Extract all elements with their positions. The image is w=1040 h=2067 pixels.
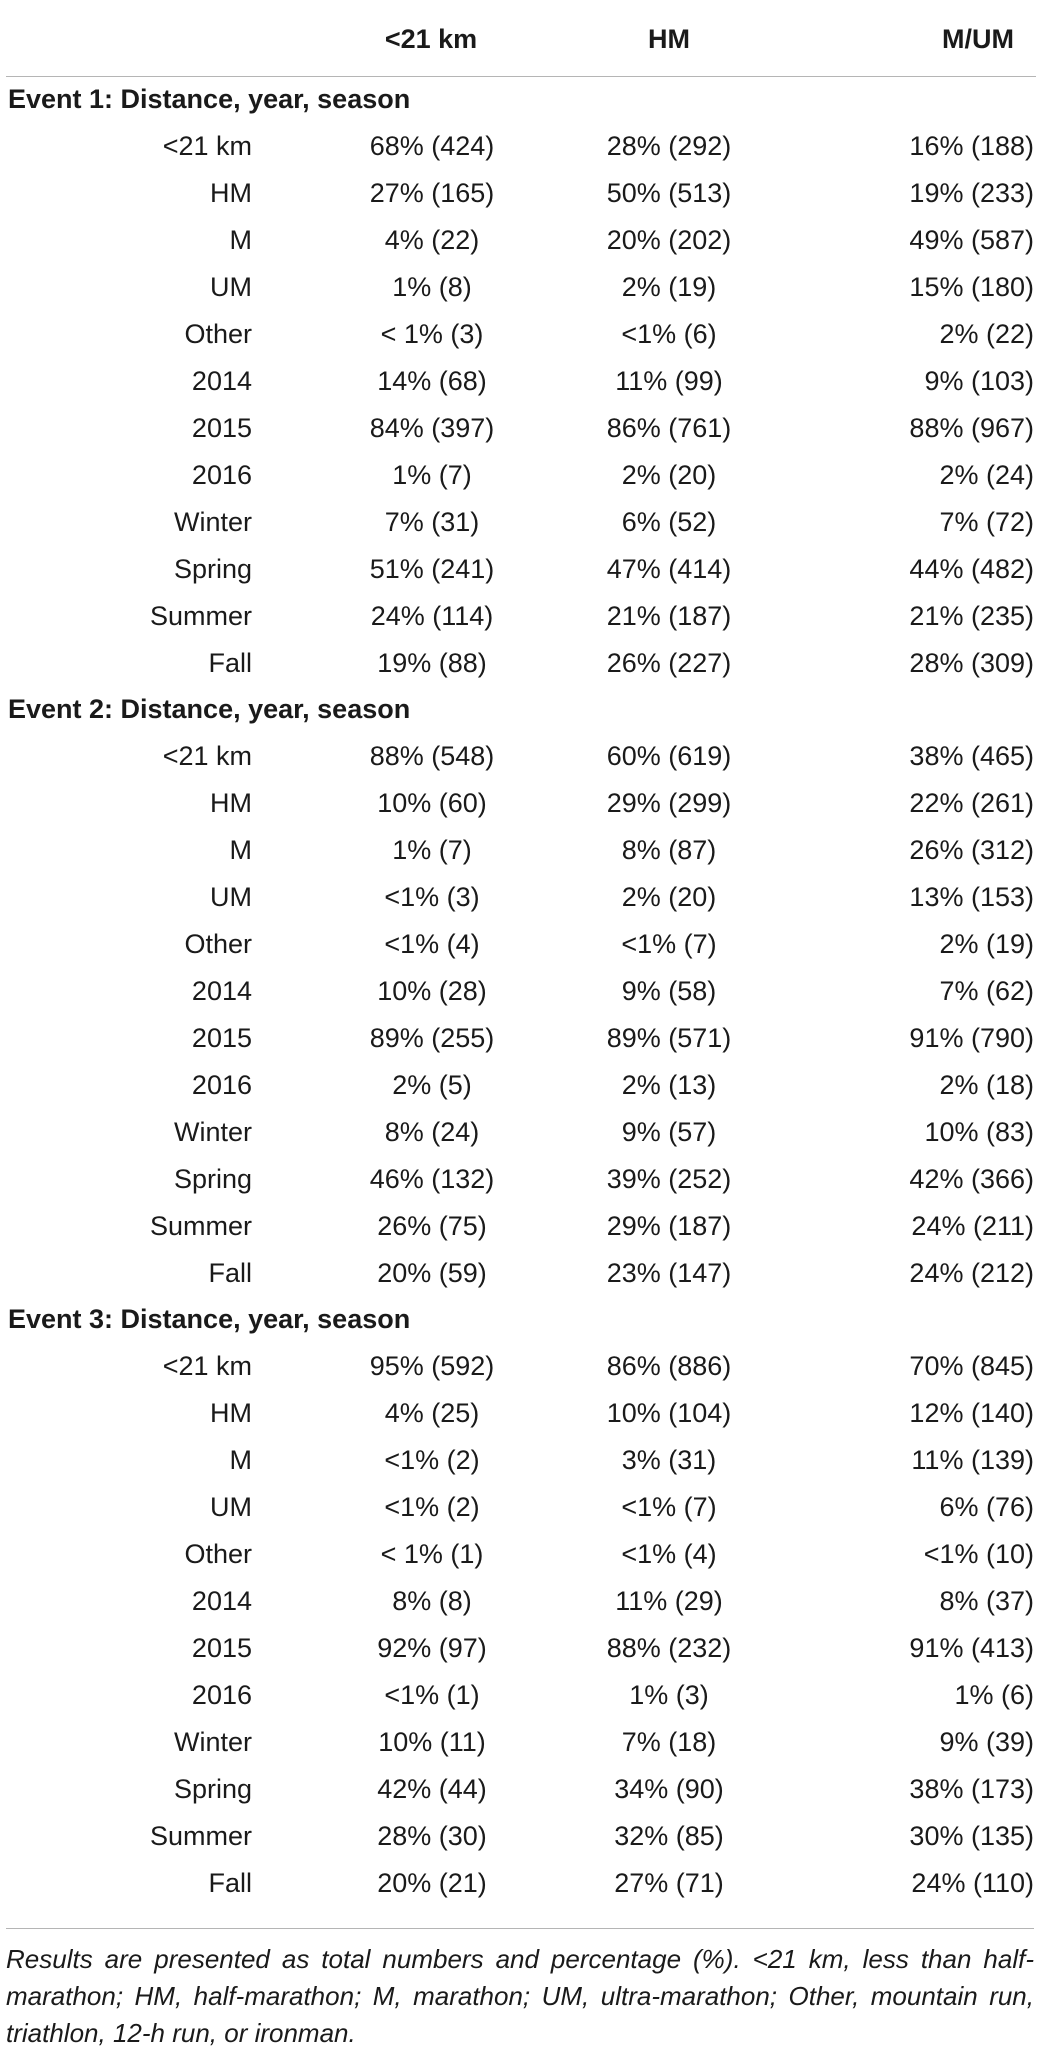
value-hm: 20% (202) bbox=[606, 224, 732, 255]
value-under-21km: 4% (22) bbox=[384, 224, 480, 255]
value-hm: 29% (299) bbox=[606, 787, 732, 818]
value-under-21km: < 1% (3) bbox=[380, 318, 484, 349]
value-hm: 26% (227) bbox=[606, 647, 732, 678]
row-label: 2015 bbox=[191, 1022, 252, 1053]
table-body bbox=[6, 76, 1036, 1907]
table-row bbox=[6, 264, 1036, 311]
value-m-um: 6% (76) bbox=[939, 1491, 1034, 1522]
value-m-um: 16% (188) bbox=[909, 130, 1034, 161]
value-m-um: 12% (140) bbox=[909, 1397, 1034, 1428]
value-hm: 21% (187) bbox=[606, 600, 732, 631]
value-hm: 2% (13) bbox=[621, 1069, 717, 1100]
value-hm: 1% (3) bbox=[629, 1679, 709, 1710]
value-hm: 9% (57) bbox=[621, 1116, 717, 1147]
value-under-21km: 95% (592) bbox=[369, 1350, 495, 1381]
value-under-21km: 1% (7) bbox=[392, 834, 472, 865]
row-label: Summer bbox=[149, 1820, 252, 1851]
row-label: 2014 bbox=[191, 1585, 252, 1616]
table-row bbox=[6, 1531, 1036, 1578]
value-under-21km: 10% (28) bbox=[377, 975, 487, 1006]
value-hm: 2% (20) bbox=[621, 459, 717, 490]
value-m-um: 13% (153) bbox=[909, 881, 1034, 912]
value-under-21km: 8% (8) bbox=[392, 1585, 472, 1616]
header-blank bbox=[6, 4, 264, 76]
value-hm: 28% (292) bbox=[606, 130, 732, 161]
value-hm: 6% (52) bbox=[621, 506, 717, 537]
section-header-row bbox=[6, 76, 1036, 123]
value-m-um: 44% (482) bbox=[909, 553, 1034, 584]
value-hm: <1% (6) bbox=[621, 318, 717, 349]
table-row bbox=[6, 1062, 1036, 1109]
value-under-21km: 68% (424) bbox=[369, 130, 495, 161]
value-m-um: 91% (790) bbox=[909, 1022, 1034, 1053]
row-label: UM bbox=[210, 881, 252, 912]
table-row bbox=[6, 1860, 1036, 1907]
value-under-21km: 84% (397) bbox=[369, 412, 495, 443]
value-m-um: 49% (587) bbox=[909, 224, 1034, 255]
value-hm: 47% (414) bbox=[606, 553, 732, 584]
value-m-um: 2% (22) bbox=[939, 318, 1034, 349]
value-m-um: 38% (465) bbox=[909, 740, 1034, 771]
value-m-um: 8% (37) bbox=[939, 1585, 1034, 1616]
value-under-21km: 28% (30) bbox=[377, 1820, 487, 1851]
value-m-um: 26% (312) bbox=[909, 834, 1034, 865]
table-row bbox=[6, 921, 1036, 968]
value-m-um: 9% (39) bbox=[939, 1726, 1034, 1757]
table-row bbox=[6, 1109, 1036, 1156]
row-label: M bbox=[229, 1444, 252, 1475]
value-hm: 39% (252) bbox=[606, 1163, 732, 1194]
row-label: 2016 bbox=[191, 1679, 252, 1710]
value-hm: <1% (7) bbox=[621, 1491, 717, 1522]
value-under-21km: 26% (75) bbox=[377, 1210, 487, 1241]
row-label: 2015 bbox=[191, 412, 252, 443]
value-m-um: 2% (18) bbox=[939, 1069, 1034, 1100]
value-under-21km: <1% (4) bbox=[384, 928, 480, 959]
table-row bbox=[6, 123, 1036, 170]
value-m-um: 70% (845) bbox=[909, 1350, 1034, 1381]
value-under-21km: 10% (11) bbox=[378, 1726, 486, 1757]
value-hm: 7% (18) bbox=[621, 1726, 717, 1757]
table-row bbox=[6, 546, 1036, 593]
value-hm: 9% (58) bbox=[621, 975, 717, 1006]
row-label: Fall bbox=[208, 1867, 252, 1898]
value-hm: <1% (7) bbox=[621, 928, 717, 959]
table-row bbox=[6, 733, 1036, 780]
row-label: 2015 bbox=[191, 1632, 252, 1663]
value-under-21km: 7% (31) bbox=[384, 506, 480, 537]
value-under-21km: 27% (165) bbox=[369, 177, 495, 208]
value-m-um: 38% (173) bbox=[909, 1773, 1034, 1804]
table-row bbox=[6, 1015, 1036, 1062]
value-hm: 86% (886) bbox=[606, 1350, 732, 1381]
row-label: Spring bbox=[173, 553, 252, 584]
value-under-21km: <1% (3) bbox=[384, 881, 480, 912]
row-label: Winter bbox=[173, 506, 252, 537]
table-row bbox=[6, 1625, 1036, 1672]
value-under-21km: 14% (68) bbox=[377, 365, 487, 396]
section-title: Event 1: Distance, year, season bbox=[8, 84, 411, 114]
value-m-um: 9% (103) bbox=[924, 365, 1034, 396]
row-label: Spring bbox=[173, 1163, 252, 1194]
value-hm: 89% (571) bbox=[606, 1022, 732, 1053]
value-under-21km: 89% (255) bbox=[369, 1022, 495, 1053]
table-row bbox=[6, 1484, 1036, 1531]
value-under-21km: 1% (7) bbox=[392, 459, 472, 490]
table-row bbox=[6, 311, 1036, 358]
value-m-um: 24% (212) bbox=[909, 1257, 1034, 1288]
value-under-21km: < 1% (1) bbox=[380, 1538, 484, 1569]
value-m-um: 19% (233) bbox=[909, 177, 1034, 208]
table-row bbox=[6, 874, 1036, 921]
value-under-21km: 92% (97) bbox=[377, 1632, 487, 1663]
value-hm: 60% (619) bbox=[606, 740, 732, 771]
value-under-21km: 2% (5) bbox=[392, 1069, 472, 1100]
value-hm: 3% (31) bbox=[621, 1444, 717, 1475]
table-row bbox=[6, 1672, 1036, 1719]
value-under-21km: 42% (44) bbox=[377, 1773, 487, 1804]
header-m-um: M/UM bbox=[774, 4, 1036, 76]
table-row bbox=[6, 1813, 1036, 1860]
row-label: Other bbox=[184, 1538, 252, 1569]
row-label: Winter bbox=[173, 1116, 252, 1147]
value-hm: 32% (85) bbox=[614, 1820, 724, 1851]
value-m-um: 88% (967) bbox=[909, 412, 1034, 443]
row-label: Summer bbox=[149, 1210, 252, 1241]
value-m-um: 24% (110) bbox=[911, 1867, 1034, 1898]
value-m-um: 30% (135) bbox=[909, 1820, 1034, 1851]
table-row bbox=[6, 640, 1036, 687]
value-hm: 2% (19) bbox=[621, 271, 717, 302]
value-under-21km: 20% (21) bbox=[377, 1867, 487, 1898]
table-row bbox=[6, 968, 1036, 1015]
row-label: Other bbox=[184, 928, 252, 959]
value-under-21km: 10% (60) bbox=[377, 787, 487, 818]
header-hm: HM bbox=[504, 4, 774, 76]
value-hm: 10% (104) bbox=[606, 1397, 732, 1428]
value-under-21km: <1% (2) bbox=[384, 1491, 480, 1522]
table-row bbox=[6, 780, 1036, 827]
table-row bbox=[6, 1578, 1036, 1625]
section-header-row bbox=[6, 687, 1036, 733]
header-under-21km: <21 km bbox=[264, 4, 504, 76]
row-label: HM bbox=[210, 1397, 252, 1428]
value-m-um: 24% (211) bbox=[911, 1210, 1034, 1241]
row-label: 2016 bbox=[191, 1069, 252, 1100]
section-title: Event 2: Distance, year, season bbox=[8, 694, 411, 724]
value-hm: 50% (513) bbox=[606, 177, 732, 208]
row-label: UM bbox=[210, 271, 252, 302]
value-hm: 2% (20) bbox=[621, 881, 717, 912]
value-hm: 11% (29) bbox=[615, 1585, 723, 1616]
table-row bbox=[6, 358, 1036, 405]
value-m-um: 2% (19) bbox=[939, 928, 1034, 959]
value-m-um: <1% (10) bbox=[923, 1538, 1034, 1569]
row-label: 2014 bbox=[191, 365, 252, 396]
value-m-um: 15% (180) bbox=[909, 271, 1034, 302]
section-header-row bbox=[6, 1297, 1036, 1343]
row-label: <21 km bbox=[162, 130, 252, 161]
row-label: M bbox=[229, 224, 252, 255]
table-row bbox=[6, 593, 1036, 640]
value-m-um: 22% (261) bbox=[909, 787, 1034, 818]
value-m-um: 10% (83) bbox=[924, 1116, 1034, 1147]
value-m-um: 11% (139) bbox=[911, 1444, 1034, 1475]
value-under-21km: 24% (114) bbox=[370, 600, 494, 631]
row-label: HM bbox=[210, 177, 252, 208]
value-under-21km: 88% (548) bbox=[369, 740, 495, 771]
table-row bbox=[6, 452, 1036, 499]
value-under-21km: 4% (25) bbox=[384, 1397, 480, 1428]
table-row bbox=[6, 499, 1036, 546]
table-footnote: Results are presented as total numbers and percentage (%). <21 km, less than half-marathon; HM, half-marathon; M, marathon; UM, ultra-marathon; Other, mountain run, triathlon, 12-h run, or ironman. bbox=[6, 1928, 1034, 2052]
table-row bbox=[6, 170, 1036, 217]
value-m-um: 28% (309) bbox=[909, 647, 1034, 678]
value-under-21km: <1% (2) bbox=[384, 1444, 480, 1475]
value-hm: 8% (87) bbox=[621, 834, 717, 865]
row-label: Fall bbox=[208, 1257, 252, 1288]
value-m-um: 21% (235) bbox=[909, 600, 1034, 631]
value-under-21km: 19% (88) bbox=[377, 647, 487, 678]
table-row bbox=[6, 217, 1036, 264]
value-m-um: 2% (24) bbox=[939, 459, 1034, 490]
value-hm: 23% (147) bbox=[606, 1257, 732, 1288]
table-row bbox=[6, 1343, 1036, 1390]
row-label: Other bbox=[184, 318, 252, 349]
row-label: Winter bbox=[173, 1726, 252, 1757]
value-under-21km: 8% (24) bbox=[384, 1116, 480, 1147]
value-hm: <1% (4) bbox=[621, 1538, 717, 1569]
value-hm: 29% (187) bbox=[606, 1210, 732, 1241]
table-row bbox=[6, 1766, 1036, 1813]
table-row bbox=[6, 827, 1036, 874]
value-m-um: 7% (72) bbox=[939, 506, 1034, 537]
value-m-um: 1% (6) bbox=[954, 1679, 1034, 1710]
table-row bbox=[6, 1156, 1036, 1203]
value-hm: 34% (90) bbox=[614, 1773, 724, 1804]
table-row bbox=[6, 1437, 1036, 1484]
value-under-21km: 46% (132) bbox=[369, 1163, 495, 1194]
value-m-um: 7% (62) bbox=[939, 975, 1034, 1006]
row-label: HM bbox=[210, 787, 252, 818]
table-row bbox=[6, 1719, 1036, 1766]
value-under-21km: 51% (241) bbox=[369, 553, 495, 584]
row-label: UM bbox=[210, 1491, 252, 1522]
value-m-um: 42% (366) bbox=[909, 1163, 1034, 1194]
value-hm: 11% (99) bbox=[615, 365, 723, 396]
table-row bbox=[6, 1390, 1036, 1437]
value-under-21km: <1% (1) bbox=[384, 1679, 480, 1710]
table-row bbox=[6, 405, 1036, 452]
row-label: M bbox=[229, 834, 252, 865]
row-label: Summer bbox=[149, 600, 252, 631]
row-label: 2014 bbox=[191, 975, 252, 1006]
row-label: <21 km bbox=[162, 740, 252, 771]
value-under-21km: 20% (59) bbox=[377, 1257, 487, 1288]
results-table bbox=[6, 4, 1036, 1907]
row-label: <21 km bbox=[162, 1350, 252, 1381]
header-row bbox=[6, 4, 1036, 76]
row-label: 2016 bbox=[191, 459, 252, 490]
value-hm: 86% (761) bbox=[606, 412, 732, 443]
table-row bbox=[6, 1250, 1036, 1297]
row-label: Fall bbox=[208, 647, 252, 678]
value-m-um: 91% (413) bbox=[909, 1632, 1034, 1663]
table-row bbox=[6, 1203, 1036, 1250]
value-under-21km: 1% (8) bbox=[392, 271, 472, 302]
section-title: Event 3: Distance, year, season bbox=[8, 1304, 411, 1334]
row-label: Spring bbox=[173, 1773, 252, 1804]
value-hm: 88% (232) bbox=[606, 1632, 732, 1663]
value-hm: 27% (71) bbox=[614, 1867, 724, 1898]
